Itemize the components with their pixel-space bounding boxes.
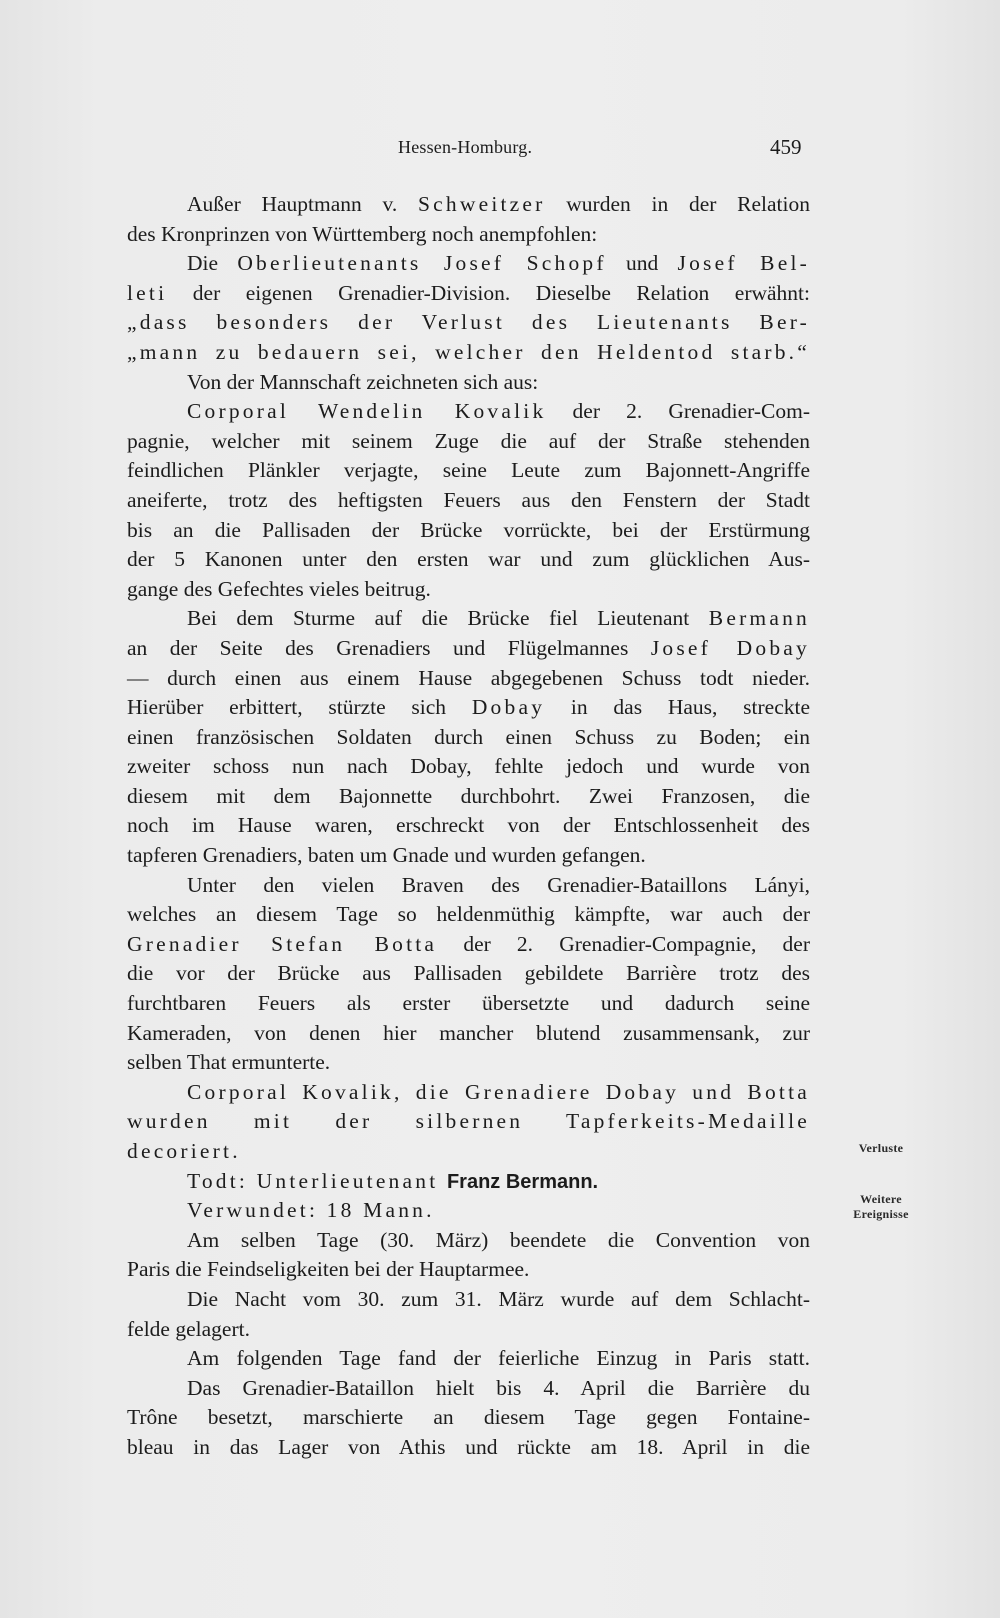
text-run: Die (187, 251, 238, 276)
text-run: Bei dem Sturme auf die Brücke fiel Lieutenant (187, 606, 709, 631)
spaced-name: Dobay (471, 695, 546, 720)
text-line: wurden mit der silbernen Tapferkeits-Medaille (127, 1109, 810, 1134)
margin-note-text: Verluste (858, 1141, 904, 1155)
text-line: Die Nacht vom 30. zum 31. März wurde auf dem Schlacht- (187, 1286, 810, 1311)
spaced-name: leti (127, 280, 168, 305)
text-line (127, 397, 810, 427)
spaced-name: Oberlieutenants Josef Schopf (237, 251, 607, 276)
text-line: Am folgenden Tage fand der feierliche Einzug in Paris statt. (187, 1346, 810, 1371)
text-run: der 2. Grenadier-Com- (546, 399, 810, 424)
text-line: „mann zu bedauern sei, welcher den Heldentod starb.“ (127, 339, 810, 364)
spaced-name: Grenadier Stefan Botta (127, 931, 438, 956)
text-run: an der Seite des Grenadiers und Flügelmannes (127, 635, 651, 660)
text-line: einen französischen Soldaten durch einen Schuss zu Boden; ein (127, 724, 810, 749)
text-line: tapferen Grenadiers, baten um Gnade und wurden gefangen. (127, 843, 646, 868)
text-line (127, 604, 810, 634)
spaced-name: Corporal Wendelin Kovalik (187, 399, 547, 424)
running-header (0, 133, 1000, 163)
text-line (127, 634, 810, 664)
text-line: des Kronprinzen von Württemberg noch anempfohlen: (127, 221, 598, 246)
running-title: Hessen-Homburg. (398, 137, 533, 157)
text-line: decoriert. (127, 1139, 241, 1163)
text-run: der eigenen Grenadier-Division. Dieselbe Relation erwähnt: (167, 280, 810, 305)
text-line: — durch einen aus einem Hause abgegebenen Schuss todt nieder. (127, 665, 810, 690)
text-line: bis an die Pallisaden der Brücke vorrückte, bei der Erstürmung (127, 517, 810, 542)
text-line: bleau in das Lager von Athis und rückte am 18. April in die (127, 1434, 810, 1459)
text-line: Am selben Tage (30. März) beendete die Convention von (187, 1227, 810, 1252)
margin-note-text: Weitere (860, 1192, 902, 1206)
text-line: felde gelagert. (127, 1316, 250, 1341)
margin-note-text: Ereignisse (853, 1207, 909, 1221)
bold-name: Franz Bermann. (446, 1170, 599, 1193)
text-line (127, 249, 810, 279)
text-run: wurden in der Relation (545, 192, 810, 216)
text-line: welches an diesem Tage so heldenmüthig kämpfte, war auch der (127, 902, 810, 927)
spaced-name: Bermann (708, 606, 810, 631)
text-line (127, 279, 810, 309)
text-line: noch im Hause waren, erschreckt von der Entschlossenheit des (127, 813, 810, 838)
text-line: Unter den vielen Braven des Grenadier-Bataillons Lányi, (187, 872, 810, 897)
text-line: Verwundet: 18 Mann. (187, 1198, 435, 1223)
spaced-name: Josef Dobay (650, 635, 810, 660)
text-line (127, 930, 810, 960)
text-line (127, 693, 810, 723)
spaced-name: Josef Bel- (677, 251, 810, 276)
text-line: Von der Mannschaft zeichneten sich aus: (187, 369, 539, 394)
text-line: diesem mit dem Bajonnette durchbohrt. Zwei Franzosen, die (127, 783, 810, 808)
margin-note-losses (836, 1141, 926, 1156)
body-text (127, 190, 810, 1463)
text-line (127, 190, 810, 220)
text-line: der 5 Kanonen unter den ersten war und zum glücklichen Aus- (127, 547, 810, 572)
text-line: aneiferte, trotz des heftigsten Feuers aus den Fenstern der Stadt (127, 487, 810, 512)
text-run: Hierüber erbittert, stürzte sich (127, 695, 472, 720)
text-line: „dass besonders der Verlust des Lieutenants Ber- (127, 310, 810, 335)
text-line: Paris die Feindseligkeiten bei der Hauptarmee. (127, 1257, 530, 1282)
text-line: die vor der Brücke aus Pallisaden gebildete Barrière trotz des (127, 961, 810, 986)
text-run: in das Haus, streckte (545, 695, 810, 720)
text-line: Das Grenadier-Bataillon hielt bis 4. April die Barrière du (187, 1375, 810, 1400)
text-line: feindlichen Plänkler verjagte, seine Leute zum Bajonnett-Angriffe (127, 458, 810, 483)
page-number: 459 (770, 135, 802, 159)
text-line: selben That ermunterte. (127, 1050, 331, 1075)
text-run: Außer Hauptmann v. (187, 192, 418, 216)
text-line: gange des Gefechtes vieles beitrug. (127, 576, 431, 601)
text-line: furchtbaren Feuers als erster übersetzte und dadurch seine (127, 991, 810, 1016)
text-run: und (606, 251, 678, 276)
spaced-name: Schweitzer (418, 192, 546, 216)
spaced-name: Todt: Unterlieutenant (187, 1168, 447, 1193)
text-line (127, 1167, 810, 1197)
text-line: pagnie, welcher mit seinem Zuge die auf der Straße stehenden (127, 428, 810, 453)
text-line: Kameraden, von denen hier mancher blutend zusammensank, zur (127, 1020, 810, 1045)
text-line: Trône besetzt, marschierte an diesem Tage gegen Fontaine- (127, 1405, 810, 1430)
text-line: zweiter schoss nun nach Dobay, fehlte jedoch und wurde von (127, 754, 810, 779)
text-line: Corporal Kovalik, die Grenadiere Dobay und Botta (187, 1079, 810, 1104)
text-run: der 2. Grenadier-Compagnie, der (437, 931, 810, 956)
margin-note-events (826, 1192, 936, 1222)
